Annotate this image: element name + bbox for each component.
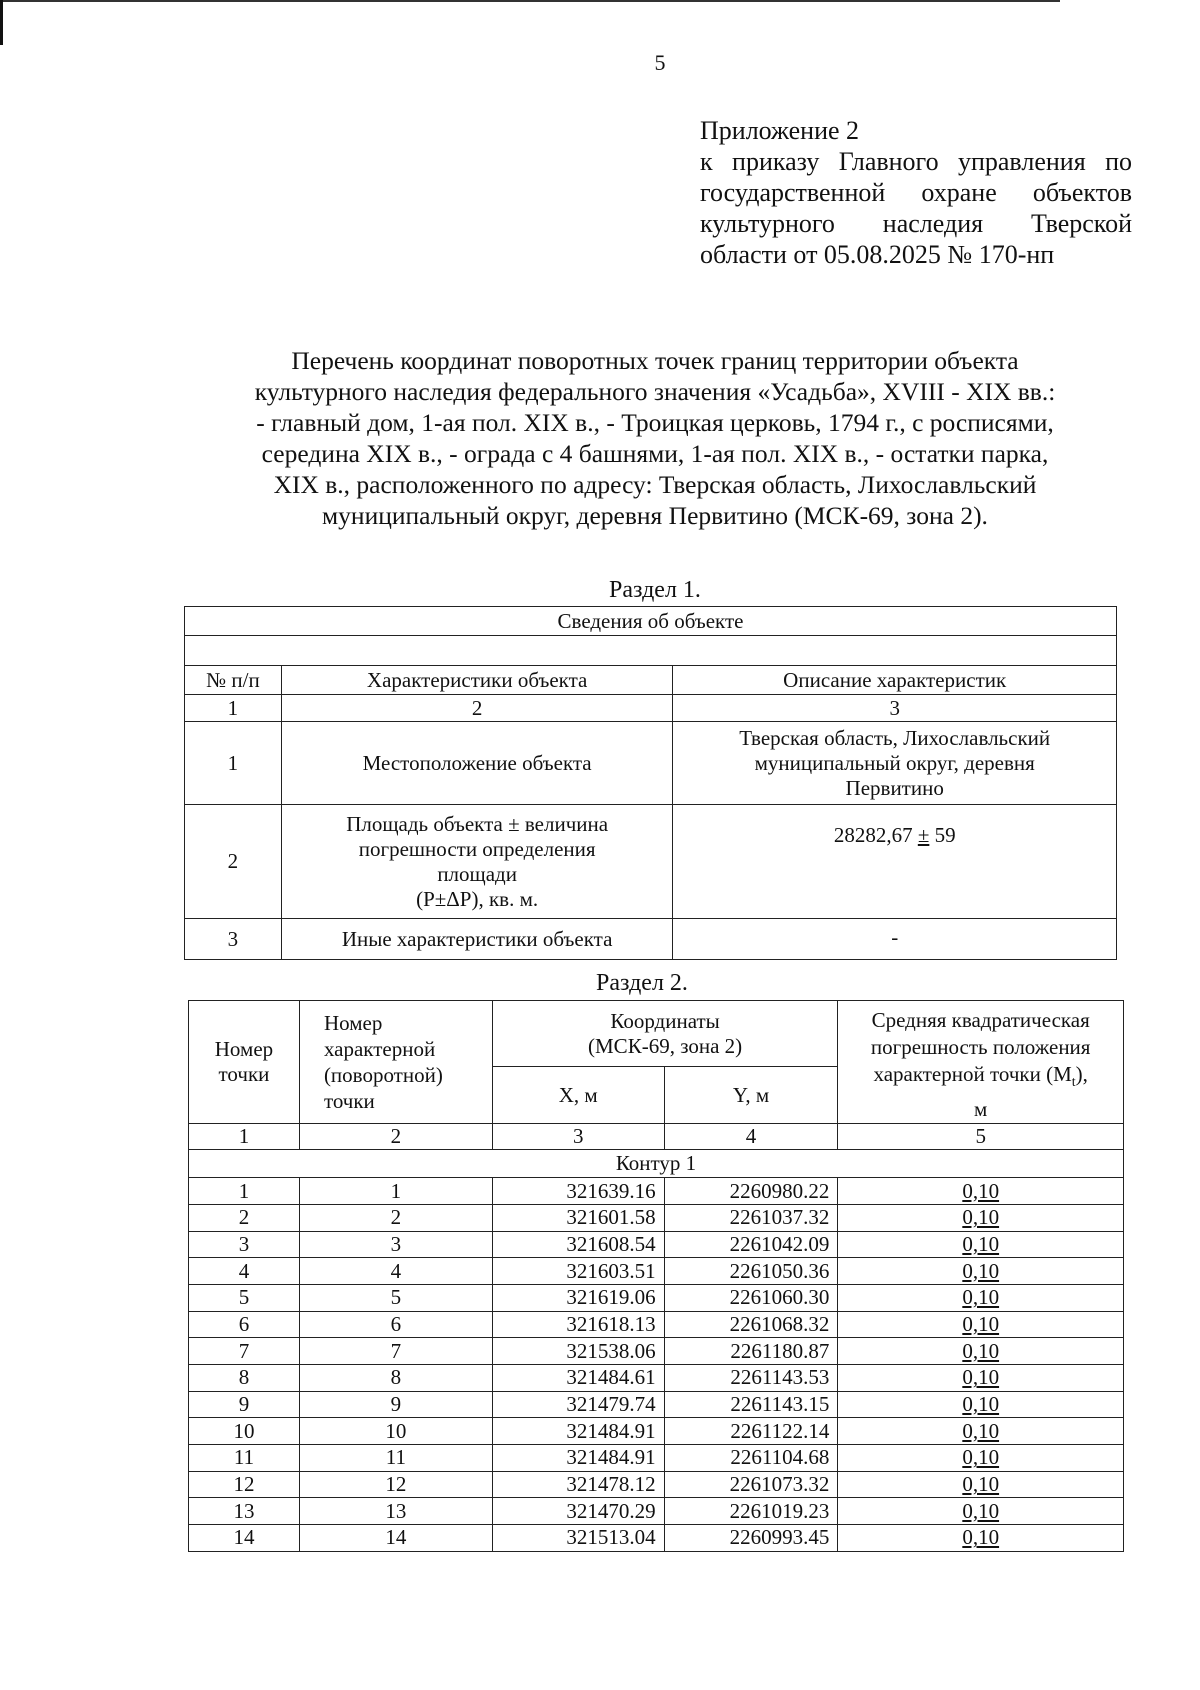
- header-line: Средняя квадратическая: [871, 1008, 1090, 1032]
- char-point-number: 11: [299, 1445, 492, 1472]
- x-coordinate: 321538.06: [492, 1338, 664, 1365]
- table-row: [189, 1525, 1124, 1552]
- point-number: 3: [189, 1231, 300, 1258]
- header-text: Номер точки: [214, 1037, 274, 1087]
- y-coordinate: 2261042.09: [664, 1231, 838, 1258]
- point-number: 13: [189, 1498, 300, 1525]
- page-number: 5: [654, 50, 666, 75]
- y-coordinate: 2261143.53: [664, 1365, 838, 1392]
- x-coordinate: 321470.29: [492, 1498, 664, 1525]
- appendix-text: к приказу Главного управления по государственной охране объектов культурного наследия Тверской области от 05.08.2025 № 170-нп: [700, 147, 1132, 269]
- error-value: 0,10: [838, 1204, 1124, 1231]
- char-point-number: 12: [299, 1471, 492, 1498]
- row-number: 2: [185, 805, 282, 919]
- y-coordinate: 2260993.45: [664, 1525, 838, 1552]
- char-point-number: 7: [299, 1338, 492, 1365]
- x-coordinate: 321603.51: [492, 1258, 664, 1285]
- header-coordinates: [492, 1001, 838, 1067]
- point-number: 4: [189, 1258, 300, 1285]
- y-coordinate: 2261180.87: [664, 1338, 838, 1365]
- header-x: X, м: [492, 1067, 664, 1124]
- table-row: [189, 1311, 1124, 1338]
- char-point-number: 4: [299, 1258, 492, 1285]
- column-number: 4: [664, 1124, 838, 1150]
- header-line: точки: [323, 1089, 375, 1114]
- row-number: 1: [185, 722, 282, 805]
- appendix-label: Приложение 2: [700, 116, 860, 145]
- y-coordinate: 2261073.32: [664, 1471, 838, 1498]
- table-row: [189, 1204, 1124, 1231]
- characteristic-line: погрешности определения: [358, 836, 596, 861]
- error-value: 0,10: [838, 1418, 1124, 1445]
- x-coordinate: 321513.04: [492, 1525, 664, 1552]
- column-number: 2: [281, 695, 673, 722]
- error-value: 0,10: [838, 1178, 1124, 1205]
- char-point-number: 2: [299, 1204, 492, 1231]
- y-coordinate: 2261037.32: [664, 1204, 838, 1231]
- section2-label: Раздел 2.: [596, 970, 688, 996]
- y-coordinate: 2261060.30: [664, 1284, 838, 1311]
- table-row: [189, 1258, 1124, 1285]
- char-point-number: 13: [299, 1498, 492, 1525]
- char-point-number: 9: [299, 1391, 492, 1418]
- table-row: [189, 1391, 1124, 1418]
- header-line: (поворотной): [323, 1063, 443, 1088]
- header-line: погрешность положения: [870, 1035, 1091, 1059]
- header-line: [842, 1061, 1119, 1096]
- x-coordinate: 321601.58: [492, 1204, 664, 1231]
- column-number: 5: [838, 1124, 1124, 1150]
- header-char-point: [299, 1001, 492, 1124]
- characteristic-line: (P±ΔP), кв. м.: [416, 886, 539, 911]
- point-number: 5: [189, 1284, 300, 1311]
- table-row: [185, 919, 1117, 960]
- section1-header: Сведения об объекте: [185, 607, 1117, 636]
- y-coordinate: 2260980.22: [664, 1178, 838, 1205]
- table-row: [185, 722, 1117, 805]
- title-line: - главный дом, 1-ая пол. XIX в., - Троицкая церковь, 1794 г., с росписями,: [256, 408, 1054, 437]
- column-number: 1: [185, 695, 282, 722]
- description: [673, 805, 1117, 919]
- row-number: 3: [185, 919, 282, 960]
- char-point-number: 14: [299, 1525, 492, 1552]
- contour-label: Контур 1: [189, 1150, 1124, 1178]
- error-value: 0,10: [838, 1391, 1124, 1418]
- x-coordinate: 321478.12: [492, 1471, 664, 1498]
- table-row: [189, 1284, 1124, 1311]
- subscript: t: [1071, 1075, 1076, 1091]
- char-point-number: 10: [299, 1418, 492, 1445]
- error-value: 0,10: [838, 1365, 1124, 1392]
- char-point-number: 3: [299, 1231, 492, 1258]
- header-line: Координаты: [610, 1008, 720, 1033]
- header-line: характерной: [323, 1037, 436, 1062]
- header-error: [838, 1001, 1124, 1124]
- characteristic: Местоположение объекта: [281, 722, 673, 805]
- header-text: характерной точки (M: [873, 1062, 1072, 1086]
- section1-table: [184, 606, 1117, 960]
- point-number: 2: [189, 1204, 300, 1231]
- table-row: [189, 1231, 1124, 1258]
- header-point-number: [189, 1001, 300, 1124]
- document-title: [190, 345, 1120, 531]
- description: Тверская область, Лихославльский муниципальный округ, деревня Первитино: [673, 722, 1117, 805]
- column-number: 3: [673, 695, 1117, 722]
- y-coordinate: 2261068.32: [664, 1311, 838, 1338]
- table-row: [189, 1498, 1124, 1525]
- char-point-number: 5: [299, 1284, 492, 1311]
- point-number: 9: [189, 1391, 300, 1418]
- char-point-number: 6: [299, 1311, 492, 1338]
- point-number: 6: [189, 1311, 300, 1338]
- x-coordinate: 321484.91: [492, 1445, 664, 1472]
- column-number: 1: [189, 1124, 300, 1150]
- title-line: муниципальный округ, деревня Первитино (МСК-69, зона 2).: [322, 501, 988, 530]
- y-coordinate: 2261143.15: [664, 1391, 838, 1418]
- table-row: [189, 1445, 1124, 1472]
- characteristic-line: площади: [437, 861, 517, 886]
- error-value: 0,10: [838, 1284, 1124, 1311]
- error-value: 0,10: [838, 1338, 1124, 1365]
- char-point-number: 8: [299, 1365, 492, 1392]
- x-coordinate: 321619.06: [492, 1284, 664, 1311]
- title-line: XIX в., расположенного по адресу: Тверская область, Лихославльский: [273, 470, 1037, 499]
- characteristic: [281, 805, 673, 919]
- x-coordinate: 321484.91: [492, 1418, 664, 1445]
- point-number: 8: [189, 1365, 300, 1392]
- area-value: 28282,67: [833, 823, 913, 847]
- point-number: 11: [189, 1445, 300, 1472]
- error-value: 0,10: [838, 1311, 1124, 1338]
- point-number: 7: [189, 1338, 300, 1365]
- error-value: 0,10: [838, 1231, 1124, 1258]
- x-coordinate: 321484.61: [492, 1365, 664, 1392]
- y-coordinate: 2261050.36: [664, 1258, 838, 1285]
- error-value: 0,10: [838, 1258, 1124, 1285]
- char-point-number: 1: [299, 1178, 492, 1205]
- empty-row: [185, 636, 1117, 666]
- table-row: [189, 1418, 1124, 1445]
- column-header: Характеристики объекта: [281, 666, 673, 695]
- section1-label: Раздел 1.: [609, 577, 701, 603]
- column-number: 2: [299, 1124, 492, 1150]
- y-coordinate: 2261104.68: [664, 1445, 838, 1472]
- column-header: № п/п: [185, 666, 282, 695]
- description: -: [673, 919, 1117, 960]
- column-header: Описание характеристик: [673, 666, 1117, 695]
- header-text: ),: [1075, 1062, 1088, 1086]
- header-y: Y, м: [664, 1067, 838, 1124]
- title-line: Перечень координат поворотных точек границ территории объекта: [291, 346, 1019, 375]
- characteristic-line: Площадь объекта ± величина: [346, 811, 609, 836]
- title-line: культурного наследия федерального значения «Усадьба», XVIII - XIX вв.:: [254, 377, 1056, 406]
- x-coordinate: 321608.54: [492, 1231, 664, 1258]
- scan-top-edge: [0, 0, 1060, 2]
- error-value: 0,10: [838, 1445, 1124, 1472]
- x-coordinate: 321618.13: [492, 1311, 664, 1338]
- error-value: 0,10: [838, 1498, 1124, 1525]
- table-row: [185, 805, 1117, 919]
- appendix-header: [700, 115, 1132, 270]
- header-line: (МСК-69, зона 2): [588, 1033, 743, 1058]
- y-coordinate: 2261019.23: [664, 1498, 838, 1525]
- column-number: 3: [492, 1124, 664, 1150]
- table-row: [189, 1338, 1124, 1365]
- title-line: середина XIX в., - ограда с 4 башнями, 1-ая пол. XIX в., - остатки парка,: [261, 439, 1049, 468]
- x-coordinate: 321479.74: [492, 1391, 664, 1418]
- scan-left-edge: [0, 0, 3, 45]
- error-value: 0,10: [838, 1525, 1124, 1552]
- table-row: [189, 1178, 1124, 1205]
- table-row: [189, 1365, 1124, 1392]
- y-coordinate: 2261122.14: [664, 1418, 838, 1445]
- area-error: 59: [934, 823, 956, 847]
- plus-minus: ±: [917, 823, 930, 847]
- section2-table: [188, 1000, 1124, 1552]
- header-line: Номер: [323, 1011, 383, 1036]
- characteristic: Иные характеристики объекта: [281, 919, 673, 960]
- point-number: 14: [189, 1525, 300, 1552]
- coordinate-rows: [189, 1178, 1124, 1552]
- point-number: 10: [189, 1418, 300, 1445]
- error-value: 0,10: [838, 1471, 1124, 1498]
- table-row: [189, 1471, 1124, 1498]
- x-coordinate: 321639.16: [492, 1178, 664, 1205]
- point-number: 12: [189, 1471, 300, 1498]
- point-number: 1: [189, 1178, 300, 1205]
- header-line: м: [974, 1097, 988, 1122]
